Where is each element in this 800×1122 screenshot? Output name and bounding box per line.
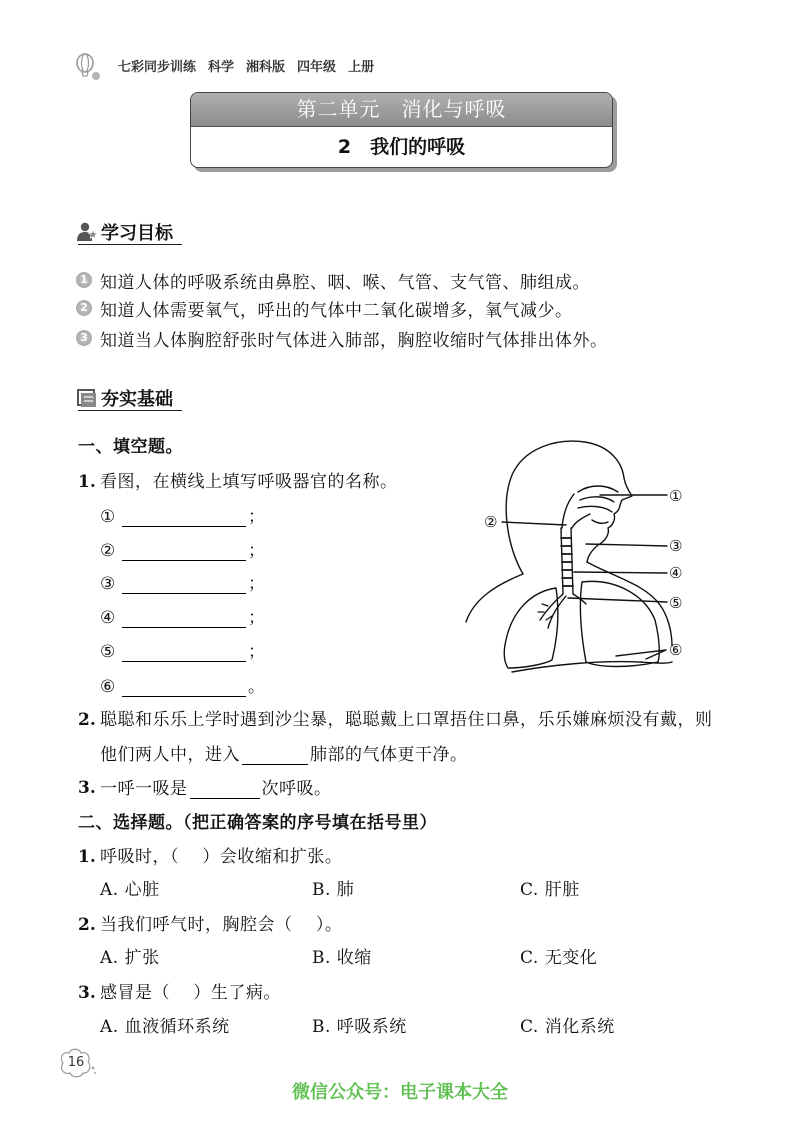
- option-b: B. 肺: [312, 880, 355, 900]
- question-number: 2.: [78, 915, 96, 935]
- goal-item: [76, 269, 590, 291]
- blank-end-punct: ；: [248, 608, 266, 628]
- question-text-after: 次呼吸。: [261, 779, 332, 799]
- question-number: 2.: [78, 710, 96, 730]
- blank-end-punct: ；: [248, 541, 266, 561]
- grade-name: 四年级: [297, 60, 337, 75]
- diagram-label-6: ⑥: [669, 641, 683, 659]
- answer-blank: [122, 677, 246, 697]
- series-name: 七彩同步训练: [118, 60, 197, 75]
- blank-row: [100, 539, 266, 561]
- question-number: 1.: [78, 847, 96, 867]
- section-heading-goals: [76, 220, 173, 244]
- volume-name: 上册: [348, 60, 375, 75]
- answer-blank: [190, 779, 260, 799]
- blank-label: ④: [100, 608, 116, 628]
- balloon-logo-icon: [74, 52, 104, 82]
- unit-title: 第二单元 消化与呼吸: [191, 93, 612, 127]
- respiratory-system-diagram: [455, 435, 700, 680]
- blank-row: [100, 675, 266, 697]
- blank-end-punct: ；: [248, 574, 266, 594]
- page-number: 16: [67, 1055, 85, 1070]
- diagram-label-5: ⑤: [669, 594, 683, 612]
- goal-text: 知道当人体胸腔舒张时气体进入肺部，胸腔收缩时气体排出体外。: [100, 330, 608, 351]
- answer-blank: [122, 608, 246, 628]
- question-text-after: 肺部的气体更干净。: [310, 745, 468, 765]
- option-a: A. 扩张: [100, 948, 160, 968]
- section-heading-basics: [76, 386, 173, 410]
- goal-item: [76, 297, 573, 319]
- question-number: 1.: [78, 472, 96, 492]
- option-a: A. 血液循环系统: [100, 1017, 230, 1037]
- answer-blank: [122, 541, 246, 561]
- diagram-label-1: ①: [669, 487, 683, 505]
- torso-right-outline: [587, 562, 672, 646]
- edition-name: 湘科版: [246, 60, 286, 75]
- lesson-title: 2 我们的呼吸: [337, 136, 466, 158]
- question-text-before: 他们两人中，进入: [100, 745, 240, 765]
- option-c: C. 无变化: [520, 948, 598, 968]
- question-text: 当我们呼气时，胸腔会（ ）。: [100, 915, 343, 935]
- question-text-row: [100, 777, 332, 799]
- right-lung: [580, 581, 659, 666]
- goal-number-badge: 2: [76, 300, 92, 316]
- blank-label: ②: [100, 541, 116, 561]
- goals-heading: 学习目标: [101, 223, 173, 244]
- option-b: B. 呼吸系统: [312, 1017, 407, 1037]
- answer-blank: [122, 507, 246, 527]
- option-c: C. 肝脏: [520, 880, 580, 900]
- blank-end-punct: ；: [248, 642, 266, 662]
- question-text-row: [100, 743, 468, 765]
- blank-end-punct: 。: [248, 677, 266, 697]
- question-text: 感冒是（ ）生了病。: [100, 983, 281, 1003]
- question-text: 看图，在横线上填写呼吸器官的名称。: [100, 472, 398, 492]
- question-text-before: 一呼一吸是: [100, 779, 188, 799]
- book-header: [118, 58, 374, 78]
- blank-label: ⑥: [100, 677, 116, 697]
- answer-blank: [242, 745, 308, 765]
- blank-row: [100, 572, 266, 594]
- goal-text: 知道人体需要氧气，呼出的气体中二氧化碳增多，氧气减少。: [100, 300, 573, 321]
- diagram-label-4: ④: [669, 564, 683, 582]
- question-text: 呼吸时，（ ）会收缩和扩张。: [100, 847, 343, 867]
- torso-left-outline: [466, 574, 523, 622]
- blank-label: ⑤: [100, 642, 116, 662]
- option-c: C. 消化系统: [520, 1017, 615, 1037]
- question-number: 3.: [78, 778, 96, 798]
- basics-heading-rule: [78, 410, 182, 411]
- blank-label: ①: [100, 507, 116, 527]
- answer-blank: [122, 574, 246, 594]
- question-text: 聪聪和乐乐上学时遇到沙尘暴，聪聪戴上口罩捂住口鼻，乐乐嫌麻烦没有戴，则: [100, 710, 713, 730]
- fill-section-heading: 一、填空题。: [78, 437, 183, 457]
- goal-number-badge: 3: [76, 330, 92, 346]
- diagram-label-2: ②: [484, 513, 498, 531]
- blank-row: [100, 606, 266, 628]
- goal-item: [76, 327, 608, 349]
- diaphragm: [512, 662, 672, 672]
- book-icon: [76, 387, 98, 409]
- goals-heading-rule: [78, 244, 182, 245]
- left-lung: [504, 588, 558, 668]
- blank-end-punct: ；: [248, 507, 266, 527]
- diagram-label-3: ③: [669, 537, 683, 555]
- answer-blank: [122, 642, 246, 662]
- footer-watermark: 微信公众号：电子课本大全: [292, 1082, 508, 1103]
- blank-row: [100, 505, 266, 527]
- question-number: 3.: [78, 983, 96, 1003]
- goal-number-badge: 1: [76, 272, 92, 288]
- subject-name: 科学: [208, 60, 235, 75]
- option-a: A. 心脏: [100, 880, 160, 900]
- blank-row: [100, 640, 266, 662]
- basics-heading: 夯实基础: [101, 389, 173, 410]
- blank-label: ③: [100, 574, 116, 594]
- lesson-title-box: [190, 92, 613, 168]
- goal-text: 知道人体的呼吸系统由鼻腔、咽、喉、气管、支气管、肺组成。: [100, 272, 590, 293]
- person-star-icon: [76, 221, 98, 243]
- choice-section-heading: 二、选择题。（把正确答案的序号填在括号里）: [78, 813, 437, 833]
- option-b: B. 收缩: [312, 948, 372, 968]
